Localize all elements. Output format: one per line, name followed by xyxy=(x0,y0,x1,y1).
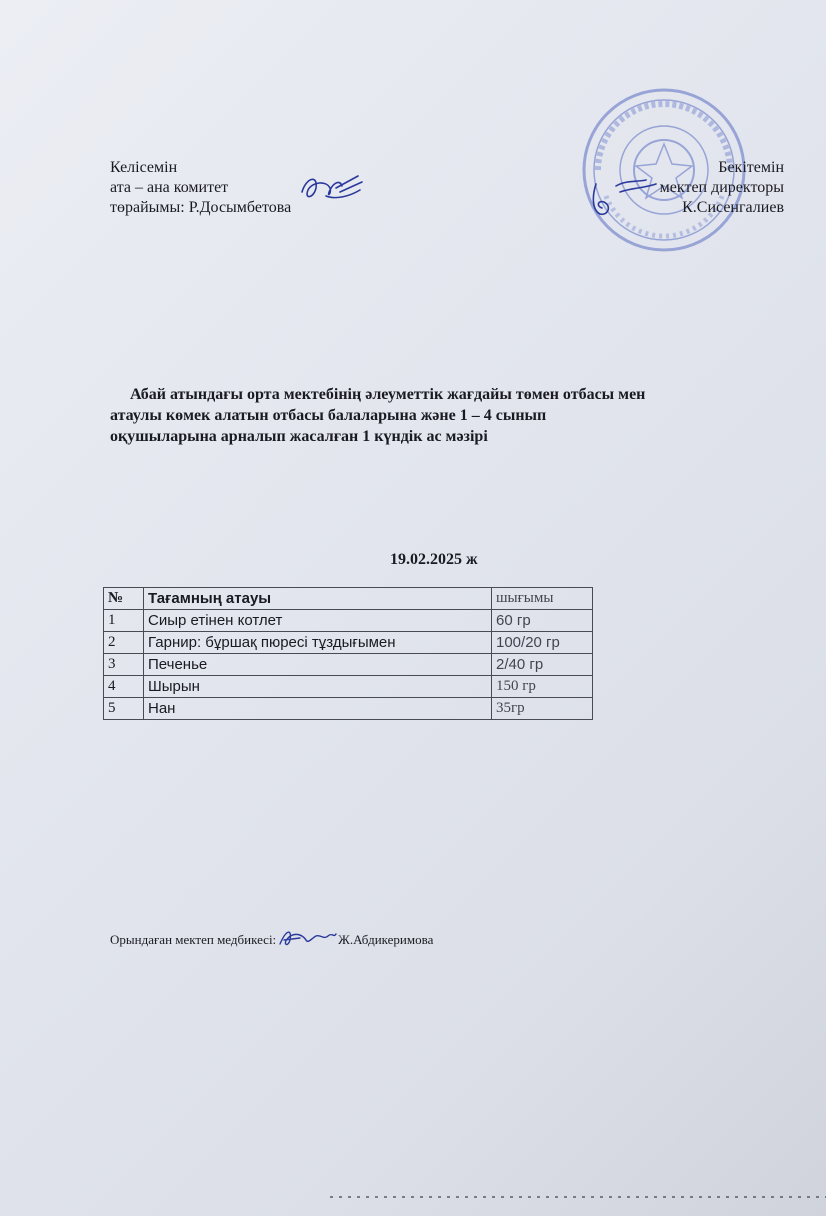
approval-right xyxy=(660,158,784,218)
table-header-row xyxy=(104,588,593,610)
menu-title xyxy=(110,384,800,447)
menu-title-line-1: Абай атындағы орта мектебінің әлеуметтік жағдайы төмен отбасы мен xyxy=(130,386,646,403)
row-yield: 100/20 гр xyxy=(492,632,593,654)
row-dish: Шырын xyxy=(144,676,492,698)
row-dish: Нан xyxy=(144,698,492,720)
page-edge-shadow xyxy=(330,1196,826,1198)
menu-date: 19.02.2025 ж xyxy=(390,551,478,568)
row-dish: Гарнир: бұршақ пюресі тұздығымен xyxy=(144,632,492,654)
row-number: 1 xyxy=(104,610,144,632)
approval-right-role: мектеп директоры xyxy=(659,179,784,196)
approval-left-heading: Келісемін xyxy=(110,159,178,176)
approval-right-name: К.Сисенгалиев xyxy=(682,199,784,216)
column-header-yield: шығымы xyxy=(492,588,593,610)
column-header-number: № xyxy=(104,588,144,610)
row-yield: 35гр xyxy=(492,698,593,720)
row-number: 2 xyxy=(104,632,144,654)
column-header-dish: Тағамның атауы xyxy=(144,588,492,610)
row-yield: 2/40 гр xyxy=(492,654,593,676)
footer-name: Ж.Абдикеримова xyxy=(338,932,434,947)
row-yield: 60 гр xyxy=(492,610,593,632)
row-dish: Печенье xyxy=(144,654,492,676)
row-number: 4 xyxy=(104,676,144,698)
table-row xyxy=(104,698,593,720)
table-row xyxy=(104,632,593,654)
table-row xyxy=(104,676,593,698)
approval-left xyxy=(110,158,291,218)
footer-prefix: Орындаған мектеп медбикесі: xyxy=(110,932,277,947)
signature-right xyxy=(586,176,666,220)
signature-nurse xyxy=(276,926,338,950)
table-row xyxy=(104,610,593,632)
table-row xyxy=(104,654,593,676)
approval-left-role: ата – ана комитет xyxy=(110,179,229,196)
approval-right-heading: Бекітемін xyxy=(718,159,784,176)
footer-nurse xyxy=(110,926,433,950)
signature-left xyxy=(296,170,366,206)
menu-table xyxy=(103,587,593,720)
row-number: 3 xyxy=(104,654,144,676)
approval-left-name: төрайымы: Р.Досымбетова xyxy=(110,199,292,216)
row-yield: 150 гр xyxy=(492,676,593,698)
menu-title-line-2: атаулы көмек алатын отбасы балаларына және 1 – 4 сынып xyxy=(110,407,547,424)
row-dish: Сиыр етінен котлет xyxy=(144,610,492,632)
menu-title-line-3: оқушыларына арналып жасалған 1 күндік ас мәзірі xyxy=(110,428,488,445)
row-number: 5 xyxy=(104,698,144,720)
